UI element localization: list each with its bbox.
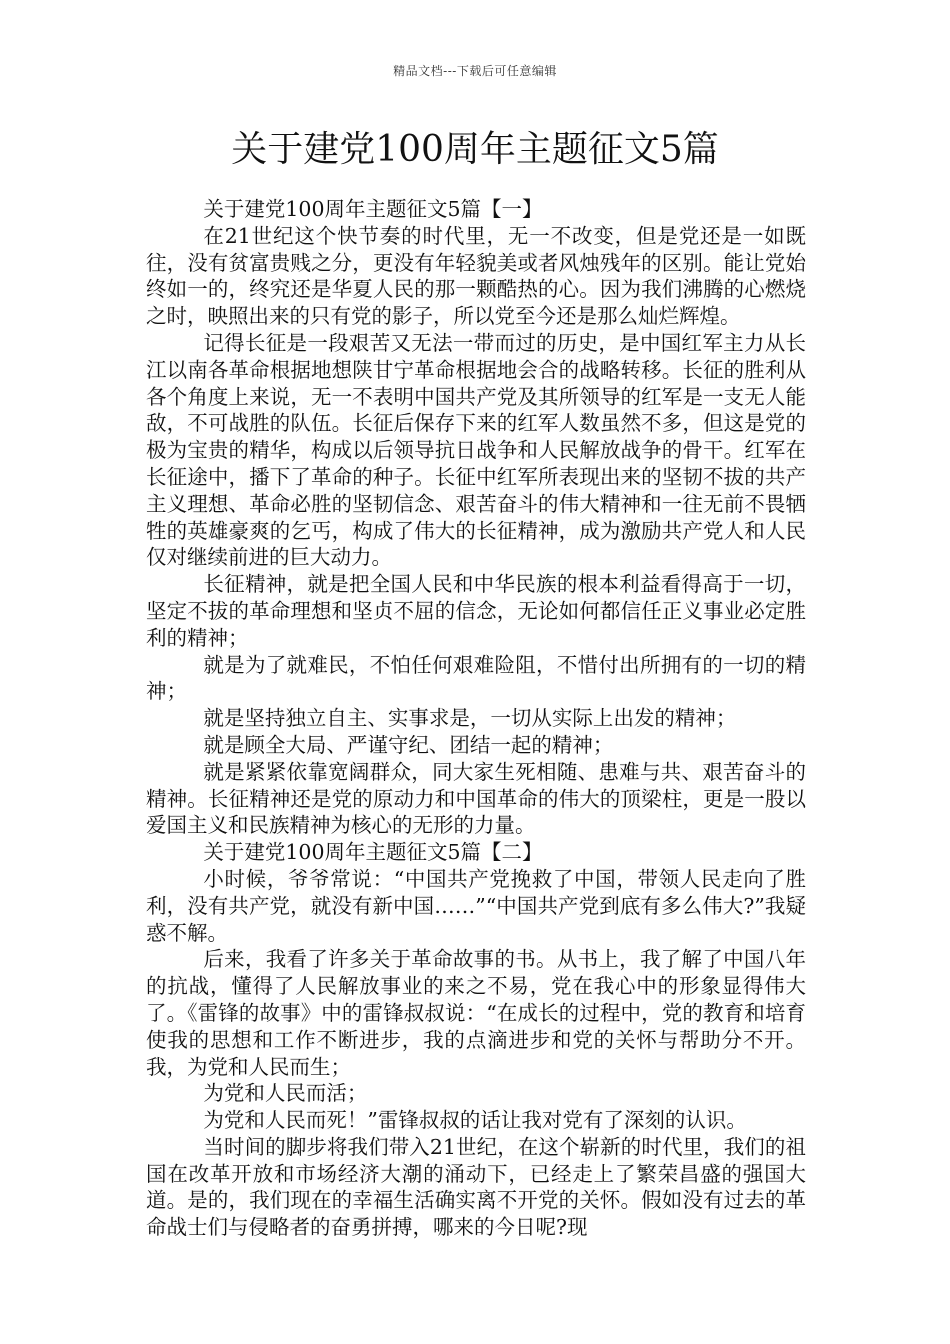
paragraph: 就是为了就难民，不怕任何艰难险阻，不惜付出所拥有的一切的精神； bbox=[146, 652, 806, 704]
paragraph: 记得长征是一段艰苦又无法一带而过的历史，是中国红军主力从长江以南各革命根据地想陕甘宁革命根据地会合的战略转移。长征的胜利从各个角度上来说，无一不表明中国共产党及其所领导的红军是一支无人能敌，不可战胜的队伍。长征后保存下来的红军人数虽然不多，但这是党的极为宝贵的精华，构成以后领导抗日战争和人民解放战争的骨干。红军在长征途中，播下了革命的种子。长征中红军所表现出来的坚韧不拔的共产主义理想、革命必胜的坚韧信念、艰苦奋斗的伟大精神和一往无前不畏牺牲的英雄豪爽的乞丐，构成了伟大的长征精神，成为激励共产党人和人民仅对继续前进的巨大动力。 bbox=[146, 330, 806, 570]
paragraph: 当时间的脚步将我们带入21世纪，在这个崭新的时代里，我们的祖国在改革开放和市场经济大潮的涌动下，已经走上了繁荣昌盛的强国大道。是的，我们现在的幸福生活确实离不开党的关怀。假如没有过去的革命战士们与侵略者的奋勇拼搏，哪来的今日呢?现 bbox=[146, 1134, 806, 1240]
paragraph: 后来，我看了许多关于革命故事的书。从书上，我了解了中国八年的抗战，懂得了人民解放事业的来之不易，党在我心中的形象显得伟大了。《雷锋的故事》中的雷锋叔叔说：“在成长的过程中，党的教育和培育使我的思想和工作不断进步，我的点滴进步和党的关怀与帮助分不开。我，为党和人民而生； bbox=[146, 947, 806, 1079]
paragraph: 小时候，爷爷常说：“中国共产党挽救了中国，带领人民走向了胜利，没有共产党，就没有新中国……”“中国共产党到底有多么伟大?”我疑惑不解。 bbox=[146, 866, 806, 945]
section-heading-1: 关于建党100周年主题征文5篇【一】 bbox=[203, 197, 543, 221]
paragraph: 就是坚持独立自主、实事求是，一切从实际上出发的精神； bbox=[203, 706, 737, 731]
document-title: 关于建党100周年主题征文5篇 bbox=[231, 129, 719, 170]
page-header: 精品文档---下载后可任意编辑 bbox=[393, 64, 557, 78]
paragraph: 为党和人民而活； bbox=[203, 1081, 368, 1106]
document-body bbox=[146, 196, 806, 1241]
paragraph: 长征精神，就是把全国人民和中华民族的根本利益看得高于一切，坚定不拔的革命理想和坚贞不屈的信念，无论如何都信任正义事业必定胜利的精神； bbox=[146, 572, 806, 650]
paragraph: 就是紧紧依靠宽阔群众，同大家生死相随、患难与共、艰苦奋斗的精神。长征精神还是党的原动力和中国革命的伟大的顶梁柱，更是一股以爱国主义和民族精神为核心的无形的力量。 bbox=[146, 759, 806, 838]
paragraph: 在21世纪这个快节奏的时代里，无一不改变，但是党还是一如既往，没有贫富贵贱之分，更没有年轻貌美或者风烛残年的区别。能让党始终如一的，终究还是华夏人民的那一颗酷热的心。因为我们沸腾的心燃烧之时，映照出来的只有党的影子，所以党至今还是那么灿烂辉煌。 bbox=[146, 223, 806, 329]
paragraph: 就是顾全大局、严谨守纪、团结一起的精神； bbox=[203, 732, 614, 757]
section-heading-2: 关于建党100周年主题征文5篇【二】 bbox=[203, 840, 543, 865]
paragraph: 为党和人民而死！”雷锋叔叔的话让我对党有了深刻的认识。 bbox=[203, 1108, 747, 1133]
